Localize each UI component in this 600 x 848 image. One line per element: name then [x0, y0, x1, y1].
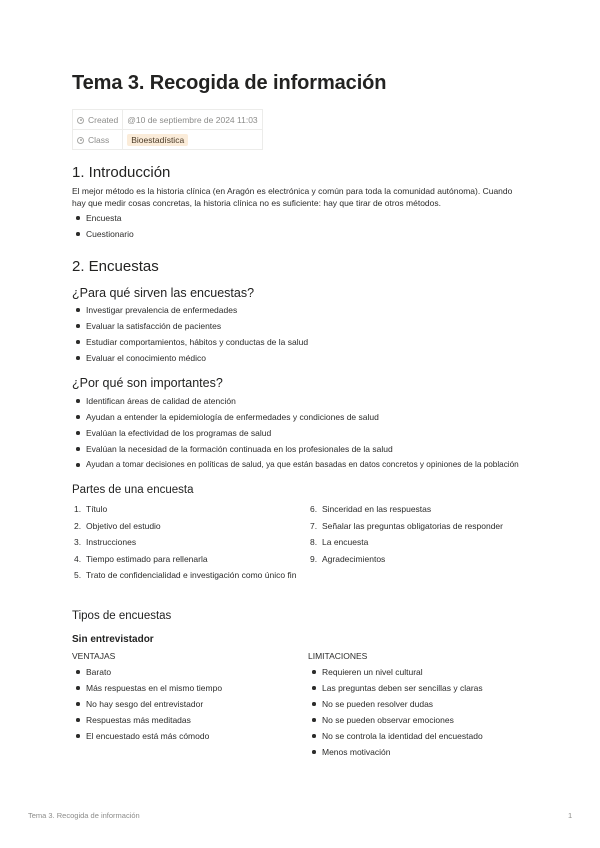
list-item: 5. Trato de confidencialidad e investigación como único fin [74, 570, 297, 580]
heading-tipos: Tipos de encuestas [72, 610, 172, 622]
property-row-created [73, 110, 263, 130]
property-key: Class [73, 130, 123, 150]
list-item: 9. Agradecimientos [310, 553, 386, 564]
list-item: Evaluar la satisfacción de pacientes [72, 319, 308, 335]
select-icon [77, 137, 84, 144]
intro-paragraph: El mejor método es la historia clínica (en Aragón es electrónica y común para toda la comunidad autónoma). Cuando hay que medir cosas concretas, la historia clínica no es suficiente: hay que tirar de otros métodos. [72, 186, 513, 208]
partes-list-left [72, 503, 297, 586]
list-item: No se pueden resolver dudas [308, 697, 533, 713]
por-que-list [72, 394, 532, 474]
heading-por-que: ¿Por qué son importantes? [72, 376, 223, 390]
list-item: Estudiar comportamientos, hábitos y conductas de la salud [72, 335, 308, 351]
para-que-list [72, 303, 308, 367]
properties-table [72, 109, 263, 150]
footer-title: Tema 3. Recogida de información [28, 811, 140, 820]
property-row-class [73, 130, 263, 150]
list-item: No hay sesgo del entrevistador [72, 697, 297, 713]
heading-introduccion: 1. Introducción [72, 164, 171, 181]
limitaciones-label: LIMITACIONES [308, 651, 368, 661]
page-title: Tema 3. Recogida de información [72, 72, 387, 94]
list-item: 2. Objetivo del estudio [74, 520, 161, 531]
list-item: 8. La encuesta [310, 537, 369, 547]
list-item: 4. Tiempo estimado para rellenarla [74, 553, 208, 564]
property-value: @10 de septiembre de 2024 11:03 [123, 110, 262, 130]
list-item: Más respuestas en el mismo tiempo [72, 681, 297, 697]
list-item: 7. Señalar las preguntas obligatorias de responder [310, 520, 503, 531]
list-item: Encuesta [72, 211, 134, 227]
heading-partes: Partes de una encuesta [72, 484, 194, 496]
class-badge: Bioestadística [127, 134, 188, 146]
list-item: Requieren un nivel cultural [308, 665, 533, 681]
property-key: Created [73, 110, 123, 130]
heading-encuestas: 2. Encuestas [72, 258, 159, 275]
list-item: No se pueden observar emociones [308, 713, 533, 729]
list-item: 1. Título [74, 504, 108, 514]
list-item: 6. Sinceridad en las respuestas [310, 504, 432, 514]
list-item: Investigar prevalencia de enfermedades [72, 303, 308, 319]
heading-para-que: ¿Para qué sirven las encuestas? [72, 286, 255, 300]
list-item: Respuestas más meditadas [72, 713, 297, 729]
partes-list-right [308, 503, 533, 569]
list-item: No se controla la identidad del encuestado [308, 729, 533, 745]
list-item: Evalúan la necesidad de la formación continuada en los profesionales de la salud [72, 442, 532, 458]
list-item: Menos motivación [308, 745, 533, 761]
list-item: Evaluar el conocimiento médico [72, 351, 308, 367]
list-item: Ayudan a entender la epidemiología de enfermedades y condiciones de salud [72, 410, 532, 426]
list-item: Evalúan la efectividad de los programas de salud [72, 426, 532, 442]
heading-sin-entrevistador: Sin entrevistador [72, 634, 154, 645]
clock-icon [77, 117, 84, 124]
limitaciones-list [308, 665, 533, 761]
footer-page-number: 1 [568, 811, 573, 820]
list-item: Barato [72, 665, 297, 681]
list-item: 3. Instrucciones [74, 537, 137, 547]
list-item: Cuestionario [72, 227, 134, 243]
ventajas-list [72, 665, 297, 745]
list-item: Las preguntas deben ser sencillas y claras [308, 681, 533, 697]
list-item: Identifican áreas de calidad de atención [72, 394, 532, 410]
ventajas-label: VENTAJAS [72, 651, 116, 661]
list-item: Ayudan a tomar decisiones en políticas de salud, ya que están basadas en datos concretos y opiniones de la población [72, 458, 532, 474]
list-item: El encuestado está más cómodo [72, 729, 297, 745]
intro-list [72, 211, 134, 243]
